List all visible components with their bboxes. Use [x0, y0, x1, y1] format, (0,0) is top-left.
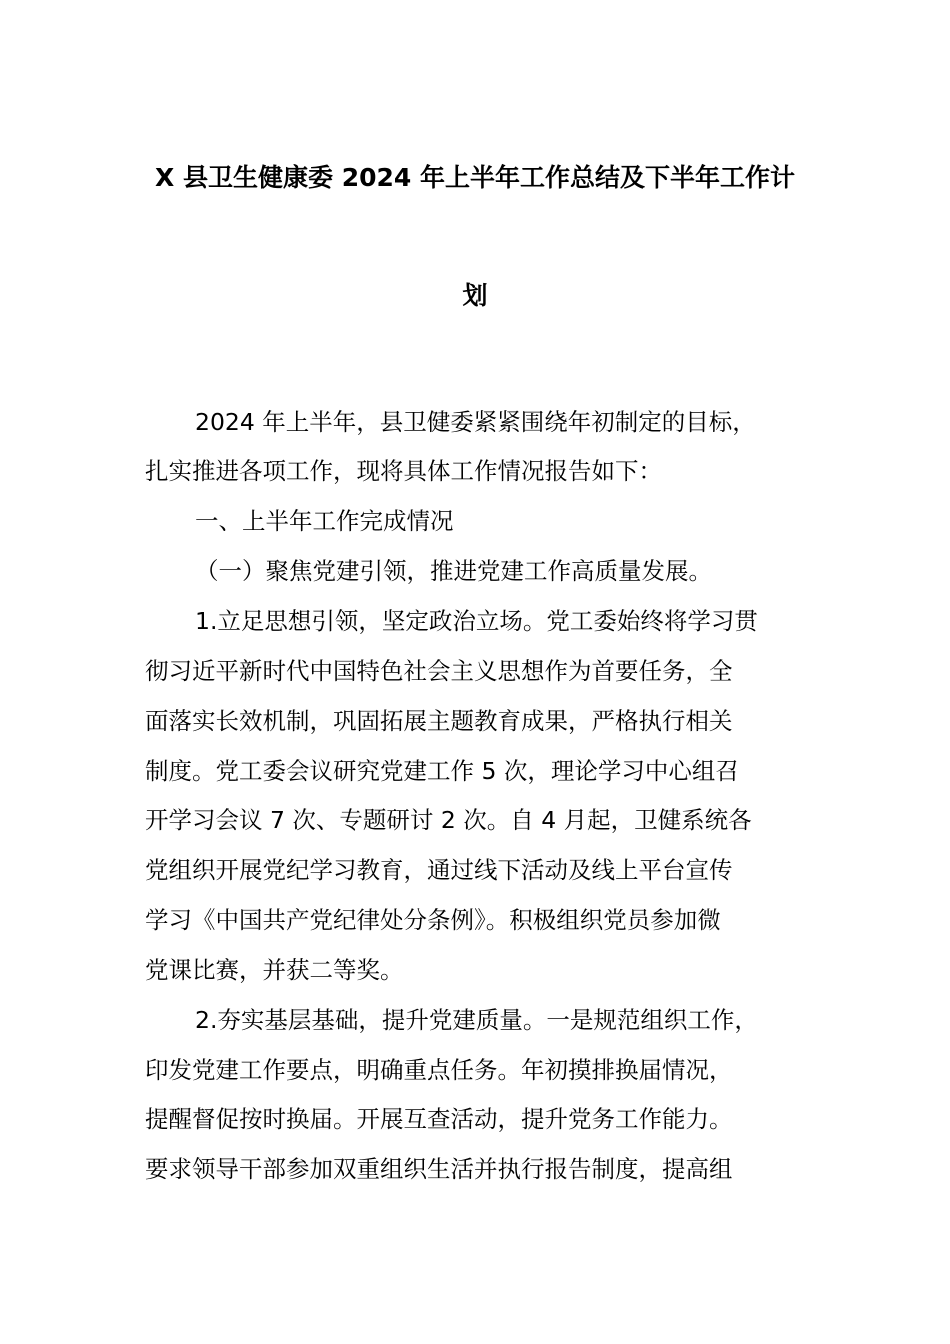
document-title-line-2: 划	[462, 281, 488, 310]
paragraph-line: 提醒督促按时换届。开展互查活动，提升党务工作能力。	[145, 1105, 733, 1133]
paragraph-line: 2024 年上半年，县卫健委紧紧围绕年初制定的目标，	[195, 408, 756, 436]
paragraph-line: 扎实推进各项工作，现将具体工作情况报告如下：	[145, 457, 662, 485]
paragraph-line: 彻习近平新时代中国特色社会主义思想作为首要任务，全	[145, 657, 733, 685]
paragraph-line: 学习《中国共产党纪律处分条例》。积极组织党员参加微	[145, 906, 721, 934]
paragraph-line: 党课比赛，并获二等奖。	[145, 956, 404, 984]
paragraph-line: 面落实长效机制，巩固拓展主题教育成果，严格执行相关	[145, 707, 733, 735]
paragraph-line: 2.夯实基层基础，提升党建质量。一是规范组织工作，	[195, 1006, 758, 1034]
document-title-line-1: X 县卫生健康委 2024 年上半年工作总结及下半年工作计	[155, 163, 795, 192]
paragraph-line: 开学习会议 7 次、专题研讨 2 次。自 4 月起，卫健系统各	[145, 806, 752, 834]
section-heading: 一、上半年工作完成情况	[195, 507, 454, 535]
paragraph-line: 1.立足思想引领，坚定政治立场。党工委始终将学习贯	[195, 607, 758, 635]
paragraph-line: 党组织开展党纪学习教育，通过线下活动及线上平台宣传	[145, 856, 733, 884]
paragraph-line: 印发党建工作要点，明确重点任务。年初摸排换届情况，	[145, 1056, 733, 1084]
paragraph-line: 制度。党工委会议研究党建工作 5 次，理论学习中心组召	[145, 757, 739, 785]
paragraph-line: 要求领导干部参加双重组织生活并执行报告制度，提高组	[145, 1155, 733, 1183]
subsection-heading: （一）聚焦党建引领，推进党建工作高质量发展。	[195, 557, 712, 585]
